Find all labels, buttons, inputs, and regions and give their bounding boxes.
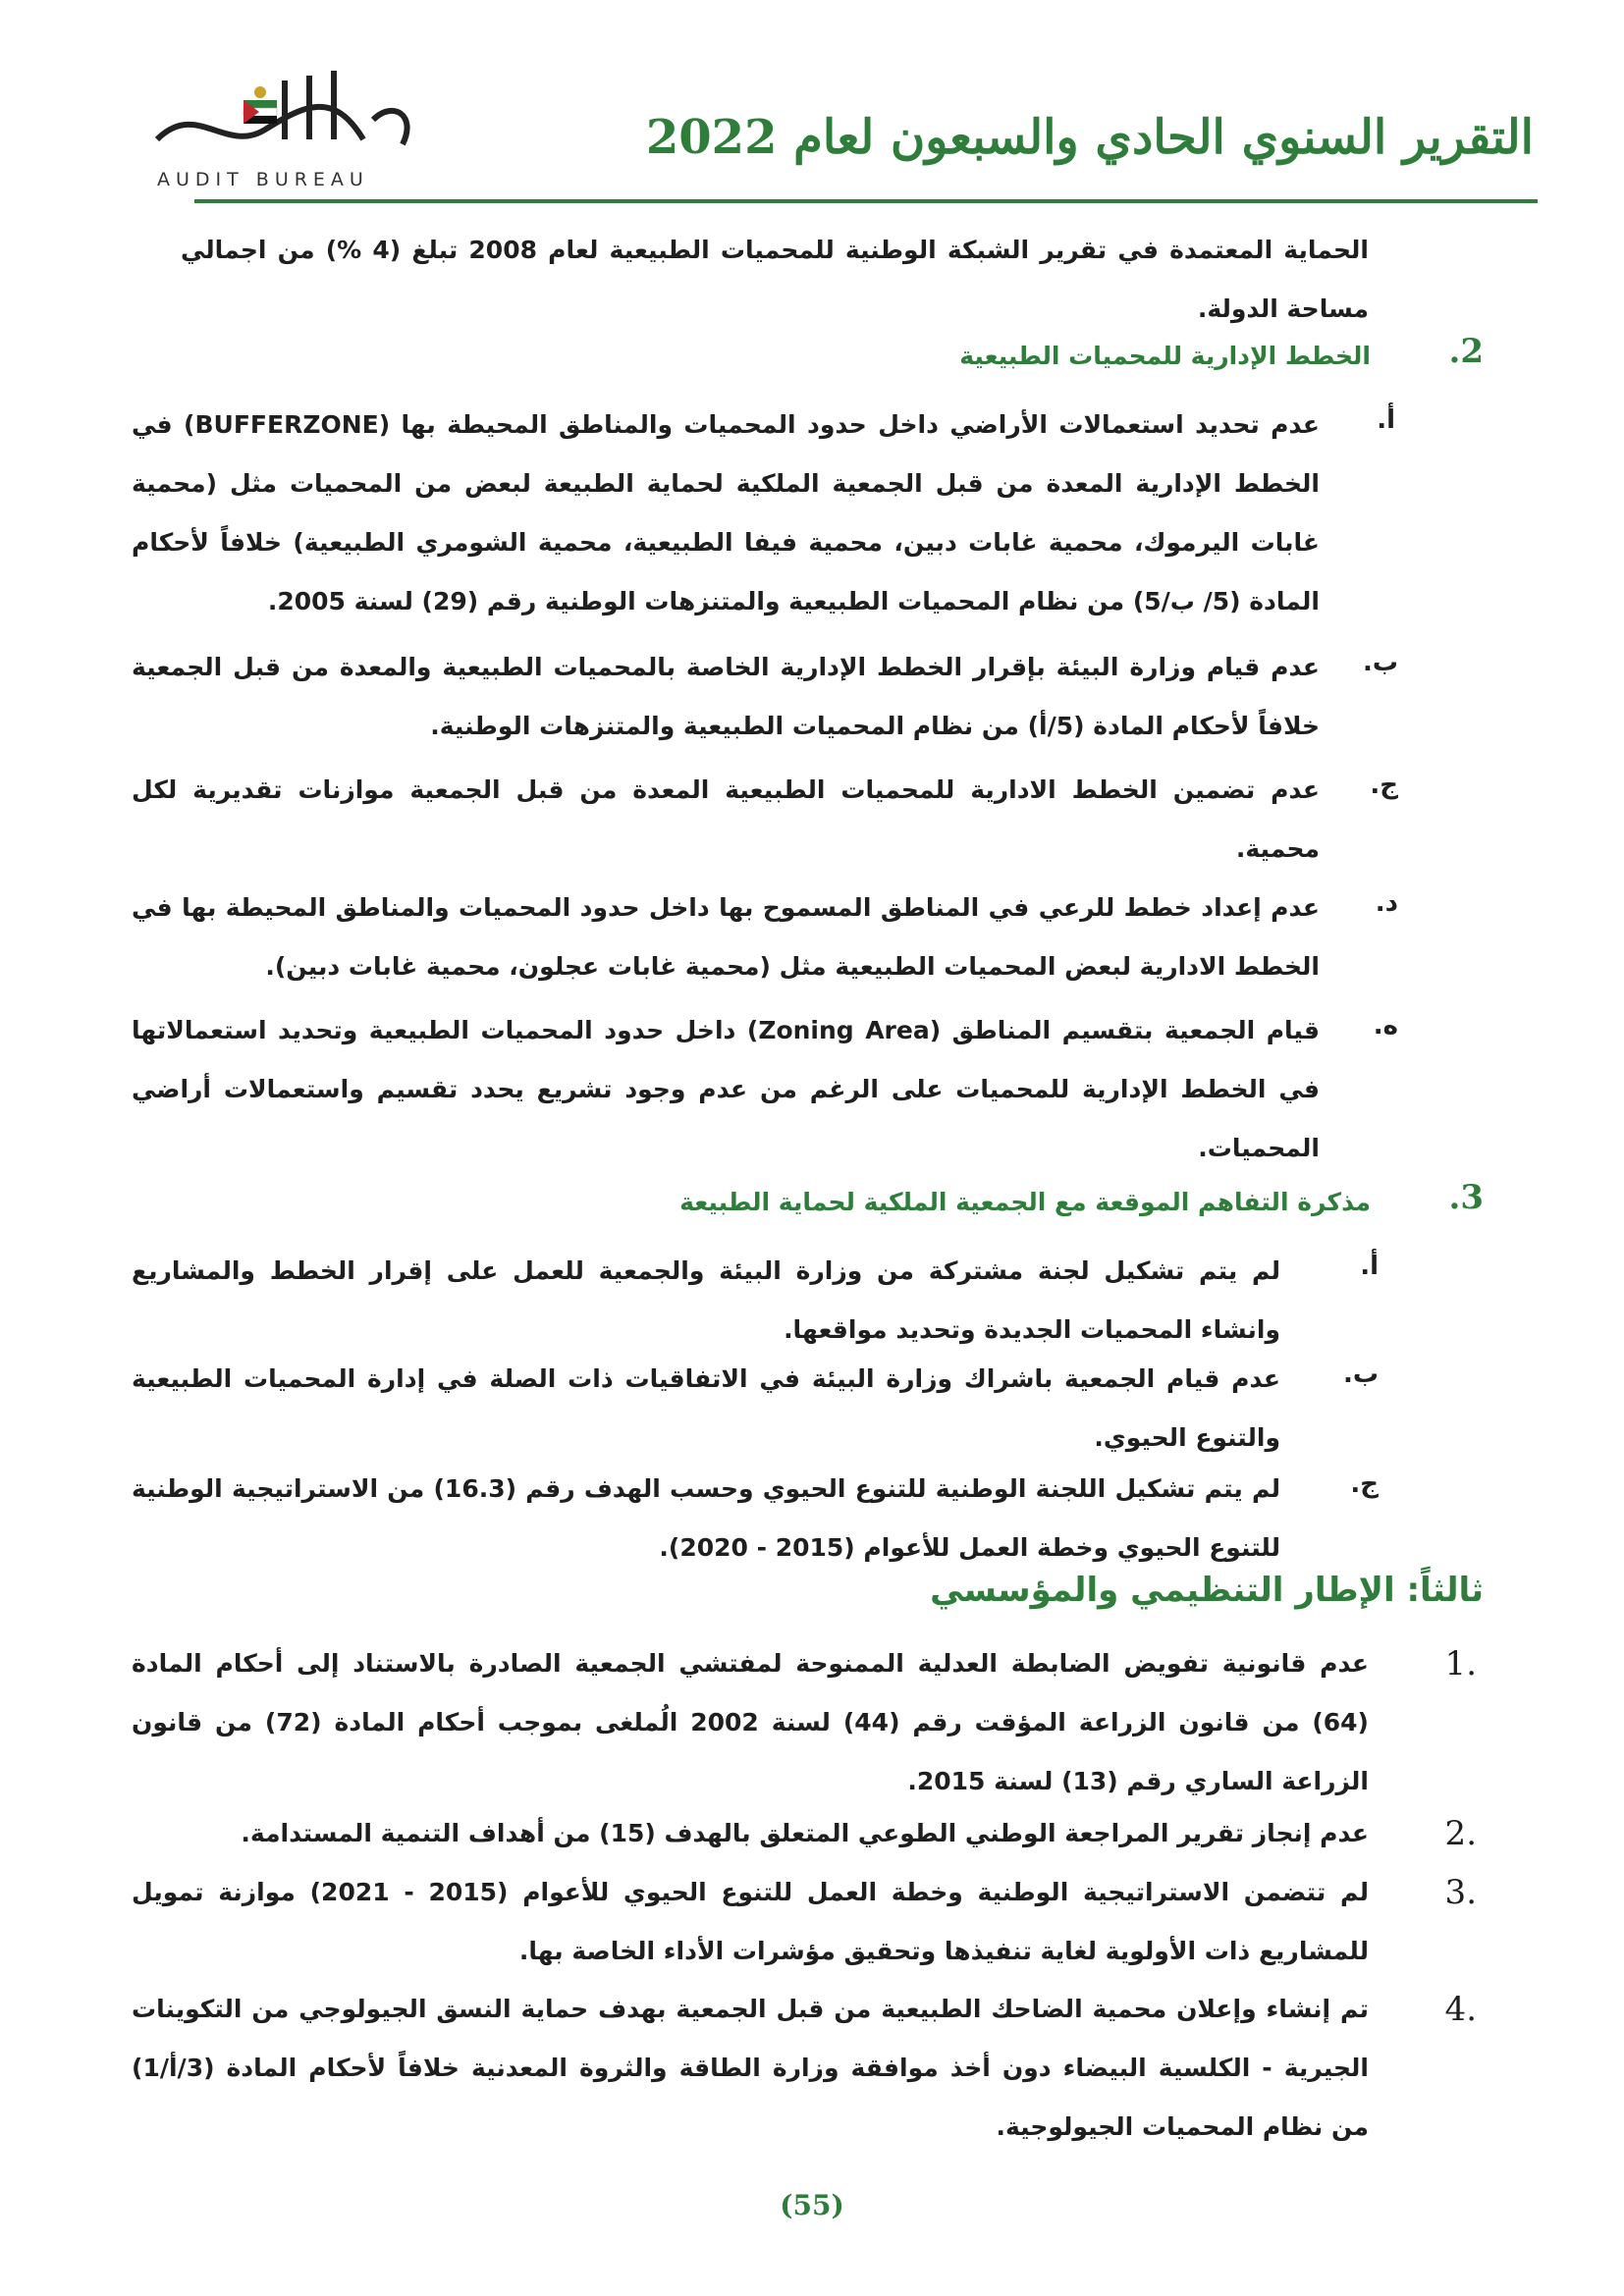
s2-item-b-marker: ب.: [1362, 648, 1398, 677]
logo-subtitle: AUDIT BUREAU: [157, 169, 369, 190]
s2-item-b-text: عدم قيام وزارة البيئة بإقرار الخطط الإدارية الخاصة بالمحميات الطبيعية والمعدة من قبل الجمعية خلافاً لأحكام المادة (5/أ) من نظام المحميات الطبيعية والمتنزهات الوطنية.: [132, 653, 1320, 740]
section-2-heading: الخطط الإدارية للمحميات الطبيعية: [959, 342, 1371, 370]
s2-item-e-text: قيام الجمعية بتقسيم المناطق (Zoning Area) داخل حدود المحميات الطبيعية وتحديد استعمالاتها في الخطط الإدارية للمحميات على الرغم من عدم وجود تشريع يحدد تقسيم واستعمالات أراضي المحميات.: [132, 1016, 1320, 1162]
section-3-number: 3.: [1448, 1178, 1484, 1217]
s4-item-4-text: تم إنشاء وإعلان محمية الضاحك الطبيعية من قبل الجمعية بهدف حماية النسق الجيولوجي من التكوينات الجيرية - الكلسية البيضاء دون أخذ موافقة وزارة الطاقة والثروة المعدنية خلافاً لأحكام المادة (3/أ/1) من نظام المحميات الجيولوجية.: [132, 1995, 1369, 2141]
s4-item-1-text: عدم قانونية تفويض الضابطة العدلية الممنوحة لمفتشي الجمعية الصادرة بالاستناد إلى أحكام المادة (64) من قانون الزراعة المؤقت رقم (44) لسنة 2002 الُملغى بموجب أحكام المادة (72) من قانون الزراعة الساري رقم (13) لسنة 2015.: [132, 1649, 1369, 1795]
s2-item-e-marker: ه.: [1373, 1011, 1398, 1041]
s4-item-4-marker: .4: [1444, 1990, 1477, 2029]
s2-item-c-text: عدم تضمين الخطط الادارية للمحميات الطبيعية المعدة من قبل الجمعية موازنات تقديرية لكل محمية.: [132, 775, 1320, 863]
s3-item-c-text: لم يتم تشكيل اللجنة الوطنية للتنوع الحيوي وحسب الهدف رقم (16.3) من الاستراتيجية الوطنية للتنوع الحيوي وخطة العمل للأعوام (2015 - 2020).: [132, 1474, 1280, 1562]
s3-item-a-text: لم يتم تشكيل لجنة مشتركة من وزارة البيئة والجمعية للعمل على إقرار الخطط والمشاريع وانشاء المحميات الجديدة وتحديد مواقعها.: [132, 1256, 1280, 1344]
s2-item-d-text: عدم إعداد خطط للرعي في المناطق المسموح بها داخل حدود المحميات والمناطق المحيطة بها في الخطط الادارية لبعض المحميات الطبيعية مثل (محمية غابات عجلون، محمية غابات دبين).: [132, 893, 1320, 981]
page-number: (55): [780, 2189, 844, 2221]
s4-item-3-marker: .3: [1444, 1873, 1477, 1912]
s3-item-c-marker: ج.: [1350, 1469, 1379, 1499]
section-3-heading: مذكرة التفاهم الموقعة مع الجمعية الملكية لحماية الطبيعة: [679, 1188, 1371, 1216]
s2-item-a-text: عدم تحديد استعمالات الأراضي داخل حدود المحميات والمناطق المحيطة بها (BUFFERZONE) في الخطط الإدارية المعدة من قبل الجمعية الملكية لحماية الطبيعة لبعض من المحميات مثل (محمية غابات اليرموك، محمية غابات دبين، محمية فيفا الطبيعية، محمية الشومري الطبيعية) خلافاً لأحكام المادة (5/ ب/5) من نظام المحميات الطبيعية والمتنزهات الوطنية رقم (29) لسنة 2005.: [132, 410, 1320, 615]
s2-item-a-marker: أ.: [1377, 405, 1395, 435]
s3-item-b-text: عدم قيام الجمعية باشراك وزارة البيئة في الاتفاقيات ذات الصلة في إدارة المحميات الطبيعية والتنوع الحيوي.: [132, 1364, 1280, 1452]
intro-paragraph: الحماية المعتمدة في تقرير الشبكة الوطنية للمحميات الطبيعية لعام 2008 تبلغ (4 %) من اجمالي مساحة الدولة.: [181, 236, 1369, 323]
report-title: التقرير السنوي الحادي والسبعون لعام 2022: [645, 110, 1534, 165]
s2-item-c-marker: ج.: [1370, 771, 1398, 800]
s4-item-2-marker: .2: [1444, 1814, 1477, 1853]
s3-item-a-marker: أ.: [1360, 1252, 1379, 1281]
section-third-heading: ثالثاً: الإطار التنظيمي والمؤسسي: [930, 1571, 1484, 1610]
logo-emblem-icon: [137, 61, 432, 174]
s4-item-3-text: لم تتضمن الاستراتيجية الوطنية وخطة العمل للتنوع الحيوي للأعوام (2015 - 2021) موازنة تمويل للمشاريع ذات الأولوية لغاية تنفيذها وتحقيق مؤشرات الأداء الخاصة بها.: [132, 1878, 1369, 1965]
section-2-number: 2.: [1448, 332, 1484, 371]
s4-item-1-marker: .1: [1444, 1644, 1477, 1683]
s2-item-d-marker: د.: [1375, 888, 1398, 918]
header-divider: [194, 199, 1538, 203]
s3-item-b-marker: ب.: [1342, 1360, 1379, 1389]
s4-item-2-text: عدم إنجاز تقرير المراجعة الوطني الطوعي المتعلق بالهدف (15) من أهداف التنمية المستدامة.: [241, 1819, 1369, 1847]
